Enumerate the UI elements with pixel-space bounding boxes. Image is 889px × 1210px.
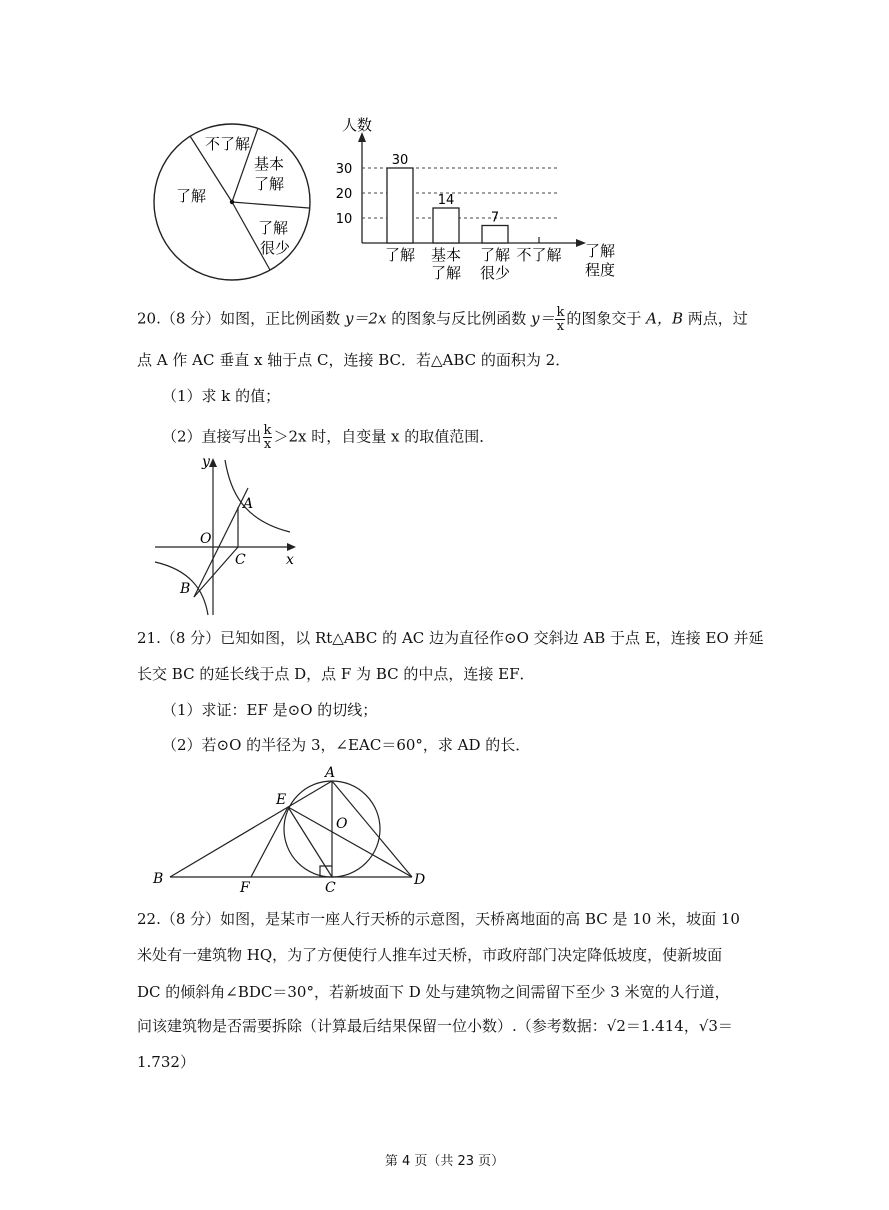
bar-category-label: 基本 <box>430 246 462 264</box>
bar-ytick-label: 10 <box>335 212 353 227</box>
q21-figure <box>150 762 440 892</box>
bar-category-label: 很少 <box>479 264 511 282</box>
bar-rect <box>387 168 413 243</box>
q21-score: （8 分） <box>160 629 221 647</box>
bar-category-label: 了解 <box>430 264 462 282</box>
q21-label-B: B <box>153 871 164 887</box>
bar-rect <box>433 208 459 243</box>
q20-sub1: （1）求 k 的值； <box>162 387 281 405</box>
q22-score: （8 分） <box>160 910 221 928</box>
bar-data-label: 30 <box>391 153 409 168</box>
pie-label-buliaojie: 不了解 <box>205 135 251 153</box>
q20-text-e: 两点，过 <box>683 309 748 328</box>
q20-line1 <box>137 306 748 333</box>
q21-label-C: C <box>325 880 336 892</box>
q21-line2: 长交 BC 的延长线于点 D，点 F 为 BC 的中点，连接 EF． <box>137 665 535 683</box>
q20-fraction <box>555 306 565 333</box>
bar-category-label: 不了解 <box>516 246 562 264</box>
q20-label-B: B <box>180 581 191 597</box>
q22-text: 如图，是某市一座人行天桥的示意图，天桥离地面的高 BC 是 10 米，坡面 10 <box>220 910 740 928</box>
bar-chart <box>330 110 630 285</box>
q21-label-O: O <box>336 816 348 832</box>
q21-label-F: F <box>240 880 250 892</box>
q20-label-x: x <box>286 552 294 568</box>
fraction-den: x <box>263 437 272 452</box>
q20-sub2-b: ＞2x 时，自变量 x 的取值范围． <box>273 427 495 446</box>
bar-data-label: 7 <box>490 210 500 226</box>
q21-text: 已知如图，以 Rt△ABC 的 AC 边为直径作⊙O 交斜边 AB 于点 E，连接 EO 并延 <box>220 629 764 647</box>
q20-sub2-fraction <box>263 424 273 451</box>
bar-ylabel: 人数 <box>342 116 373 134</box>
q21-line1 <box>137 628 764 648</box>
bar-data-label: 14 <box>437 193 455 208</box>
q22-line4: 问该建筑物是否需要拆除（计算最后结果保留一位小数）.（参考数据：√2＝1.414，√3＝ <box>137 1017 733 1035</box>
q20-text-c: 的图象交于 <box>566 309 647 328</box>
q20-figure <box>150 450 310 620</box>
q20-eq2: y＝ <box>530 309 555 328</box>
q20-text-b: 的图象与反比例函数 <box>386 309 531 328</box>
q20-text-d: A，B <box>646 309 683 328</box>
q21-sub1: （1）求证：EF 是⊙O 的切线； <box>162 701 378 719</box>
bar-category-label: 了解 <box>479 246 511 264</box>
q20-label-A: A <box>243 496 254 512</box>
pie-label-henshao-1: 了解 <box>258 219 289 237</box>
bar-rect <box>482 226 508 244</box>
q21-number: 21. <box>137 629 161 647</box>
q20-label-C: C <box>235 552 246 568</box>
q20-label-y: y <box>202 454 210 470</box>
q20-number: 20. <box>137 309 161 328</box>
pie-label-jiben-1: 基本 <box>254 155 285 173</box>
page-footer: 第 4 页（共 23 页） <box>384 1154 505 1169</box>
q20-line2: 点 A 作 AC 垂直 x 轴于点 C，连接 BC．若△ABC 的面积为 2． <box>137 351 571 369</box>
q20-sub2-a: （2）直接写出 <box>162 427 262 446</box>
q22-line3: DC 的倾斜角∠BDC＝30°，若新坡面下 D 处与建筑物之间需留下至少 3 米宽的人行道， <box>137 983 730 1001</box>
fraction-num: k <box>263 423 272 438</box>
pie-chart <box>150 105 320 285</box>
q21-label-D: D <box>414 872 426 888</box>
bar-ytick-label: 20 <box>335 187 353 202</box>
bar-category-label: 了解 <box>384 246 416 264</box>
q20-text-a: 如图，正比例函数 <box>220 309 345 328</box>
q20-label-O: O <box>200 531 212 547</box>
q22-line5: 1.732） <box>137 1053 195 1071</box>
q22-line2: 米处有一建筑物 HQ，为了方便使行人推车过天桥，市政府部门决定降低坡度，使新坡面 <box>137 946 723 964</box>
fraction-den: x <box>556 319 565 334</box>
bar-xlabel-2: 程度 <box>585 261 616 279</box>
q22-line1 <box>137 909 740 929</box>
q22-number: 22. <box>137 910 161 928</box>
q20-sub2 <box>162 424 494 451</box>
pie-label-henshao-2: 很少 <box>260 239 291 257</box>
fraction-num: k <box>556 305 565 320</box>
q20-score: （8 分） <box>160 309 221 328</box>
q21-sub2: （2）若⊙O 的半径为 3，∠EAC＝60°，求 AD 的长． <box>162 736 531 754</box>
q21-label-A: A <box>325 765 336 781</box>
pie-label-liaojie: 了解 <box>176 187 207 205</box>
pie-label-jiben-2: 了解 <box>254 175 285 193</box>
q21-label-E: E <box>276 792 287 808</box>
bar-xlabel-1: 了解 <box>585 242 616 260</box>
bar-ytick-label: 30 <box>335 162 353 177</box>
q20-eq1: y＝2x <box>344 309 387 328</box>
